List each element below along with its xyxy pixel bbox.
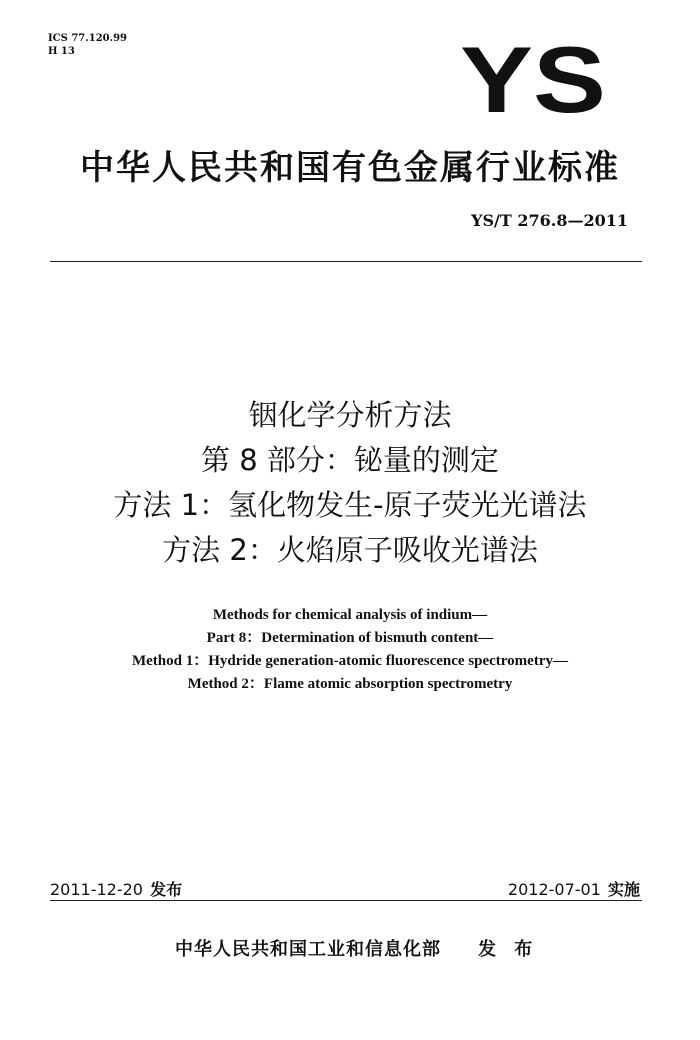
english-title-block (0, 604, 700, 696)
ccs-code: H 13 (48, 46, 75, 57)
ys-logo (458, 38, 608, 118)
footer-divider (50, 900, 642, 901)
release-date: 2011-12-20 (50, 880, 143, 899)
effective-date: 2012-07-01 (507, 880, 601, 899)
effective-label: 实施 (607, 880, 640, 899)
issuing-authority: 中华人民共和国工业和信息化部 (175, 939, 441, 960)
chinese-title-line: 方法 2：火焰原子吸收光谱法 (162, 533, 538, 567)
chinese-title-line: 方法 1：氢化物发生-原子荧光光谱法 (113, 488, 587, 522)
ys-logo-text: YS (460, 38, 606, 118)
chinese-title-block (0, 393, 700, 573)
ics-code: ICS 77.120.99 (48, 33, 128, 44)
release-date-block (50, 877, 182, 900)
english-title-line: Methods for chemical analysis of indium— (212, 607, 488, 623)
english-title-line: Method 1：Hydride generation-atomic fluorescence spectrometry— (131, 653, 568, 669)
english-title-line: Part 8：Determination of bismuth content— (206, 630, 494, 646)
release-label: 发布 (150, 880, 183, 899)
english-title-line: Method 2：Flame atomic absorption spectrometry (187, 676, 513, 692)
classification-codes (48, 32, 127, 58)
effective-date-block (508, 877, 640, 900)
chinese-title-line: 铟化学分析方法 (248, 398, 452, 432)
standard-number: YS/T 276.8—2011 (471, 211, 628, 230)
chinese-title-line: 第 8 部分：铋量的测定 (201, 443, 499, 477)
header-divider (50, 261, 642, 262)
industry-standard-title: 中华人民共和国有色金属行业标准 (80, 148, 620, 188)
issue-label: 发 布 (478, 939, 539, 960)
